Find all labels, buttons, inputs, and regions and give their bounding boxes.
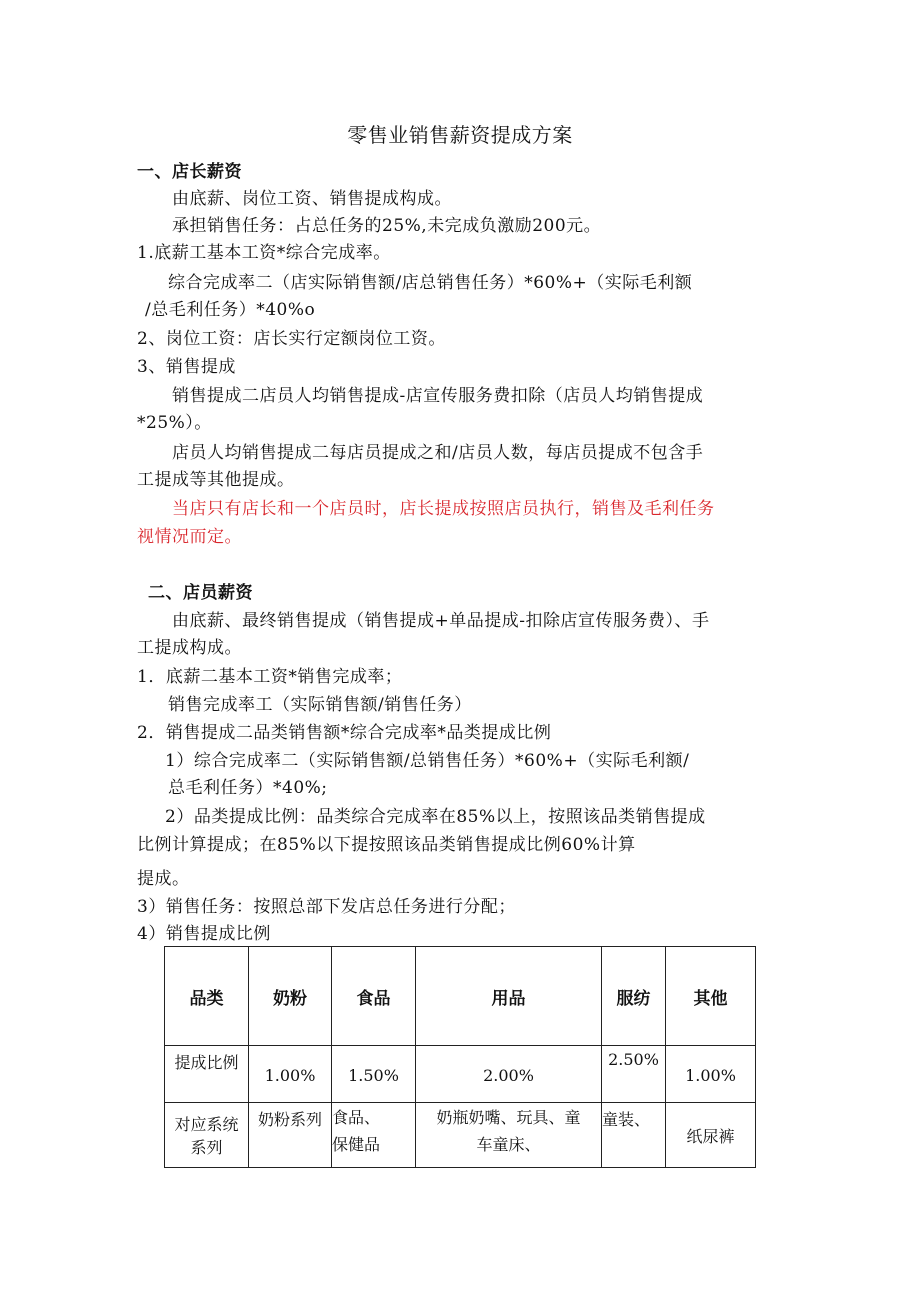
ratio-label: 提成比例 <box>174 1053 239 1072</box>
ratio-cell <box>416 1046 602 1103</box>
series-label-line: 系列 <box>190 1138 223 1157</box>
section2-line: 由底薪、最终销售提成（销售提成+单品提成-扣除店宣传服务费）、手 <box>172 611 710 631</box>
ratio-cell <box>666 1046 756 1103</box>
table-row-series <box>165 1103 756 1168</box>
series-label-line: 对应系统 <box>174 1115 239 1134</box>
ratio-cell <box>602 1046 666 1103</box>
section1-line: 2、岗位工资：店长实行定额岗位工资。 <box>137 329 446 349</box>
section2-line: 比例计算提成；在85%以下提按照该品类销售提成比例60%计算 <box>137 835 636 855</box>
section2-line: 3）销售任务：按照总部下发店总任务进行分配； <box>137 897 516 917</box>
table-header-cell: 其他 <box>666 947 756 1046</box>
section2-line: 2）品类提成比例：品类综合完成率在85%以上，按照该品类销售提成 <box>165 807 706 827</box>
section1-line: 1.底薪工基本工资*综合完成率。 <box>137 243 391 263</box>
section2-line: 销售完成率工（实际销售额/销售任务） <box>168 695 472 715</box>
section1-line: 店员人均销售提成二每店员提成之和/店员人数，每店员提成不包含手 <box>172 443 704 463</box>
series-value: 车童床、 <box>476 1135 541 1154</box>
ratio-value: 2.50% <box>608 1050 659 1069</box>
section1-line: 由底薪、岗位工资、销售提成构成。 <box>172 189 452 209</box>
section2-line: 2．销售提成二品类销售额*综合完成率*品类提成比例 <box>137 723 552 743</box>
series-cell <box>416 1103 602 1168</box>
ratio-value: 1.00% <box>264 1066 316 1085</box>
section2-heading: 二、店员薪资 <box>148 583 253 603</box>
series-cell <box>249 1103 332 1168</box>
ratio-label-cell <box>165 1046 249 1103</box>
series-cell <box>332 1103 416 1168</box>
series-value: 奶瓶奶嘴、玩具、童 <box>436 1108 581 1127</box>
table-header-cell: 食品 <box>332 947 416 1046</box>
section1-note: 视情况而定。 <box>137 527 242 547</box>
table-header-row <box>165 947 756 1046</box>
table-header-cell: 服纺 <box>602 947 666 1046</box>
section1-line: *25%）。 <box>137 413 212 433</box>
table-header-cell: 用品 <box>416 947 602 1046</box>
series-value: 纸尿裤 <box>686 1126 735 1146</box>
ratio-value: 2.00% <box>483 1066 534 1085</box>
table-header-cell: 奶粉 <box>249 947 332 1046</box>
section2-line: 1．底薪二基本工资*销售完成率； <box>137 667 403 687</box>
series-value: 童装、 <box>602 1110 651 1129</box>
section2-line: 4）销售提成比例 <box>137 924 271 944</box>
ratio-value: 1.00% <box>685 1066 736 1085</box>
series-value: 保健品 <box>332 1135 381 1154</box>
series-value: 奶粉系列 <box>257 1110 322 1129</box>
section1-line: 3、销售提成 <box>137 357 236 377</box>
series-value: 食品、 <box>332 1108 381 1127</box>
table-header-cell: 品类 <box>165 947 249 1046</box>
series-cell <box>602 1103 666 1168</box>
section1-line: /总毛利任务）*40%o <box>145 300 316 320</box>
ratio-value: 1.50% <box>348 1066 399 1085</box>
ratio-cell <box>332 1046 416 1103</box>
series-cell <box>666 1103 756 1168</box>
section1-heading: 一、店长薪资 <box>137 162 242 182</box>
section2-line: 1）综合完成率二（实际销售额/总销售任务）*60%+（实际毛利额/ <box>165 751 690 771</box>
section1-line: 综合完成率二（店实际销售额/店总销售任务）*60%+（实际毛利额 <box>168 273 693 293</box>
ratio-cell <box>249 1046 332 1103</box>
table-row-ratio <box>165 1046 756 1103</box>
section1-line: 销售提成二店员人均销售提成-店宣传服务费扣除（店员人均销售提成 <box>172 386 704 406</box>
section2-line: 工提成构成。 <box>137 638 242 658</box>
section2-line: 提成。 <box>137 869 190 889</box>
section1-note: 当店只有店长和一个店员时，店长提成按照店员执行，销售及毛利任务 <box>172 499 715 519</box>
section2-line: 总毛利任务）*40%; <box>168 778 328 798</box>
page-title: 零售业销售薪资提成方案 <box>347 123 573 147</box>
section1-line: 工提成等其他提成。 <box>137 470 295 490</box>
commission-ratio-table <box>164 946 756 1168</box>
series-label-cell <box>165 1103 249 1168</box>
section1-line: 承担销售任务：占总任务的25%,未完成负激励200元。 <box>172 216 602 236</box>
